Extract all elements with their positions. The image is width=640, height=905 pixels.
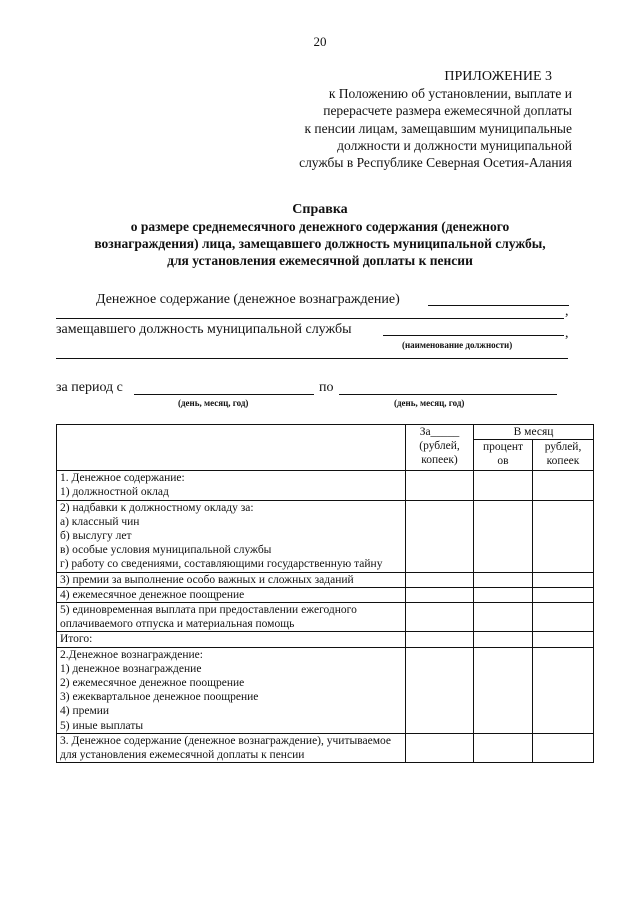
value-cell[interactable] [474, 572, 533, 587]
comma: , [565, 326, 569, 341]
row-text: 1. Денежное содержание: [60, 472, 185, 485]
title-line: вознаграждения) лица, замещавшего должность муниципальной службы, [94, 236, 546, 251]
value-cell[interactable] [406, 500, 474, 572]
value-cell[interactable] [533, 500, 594, 572]
value-cell[interactable] [533, 733, 594, 762]
period-from-label: за период с [56, 380, 123, 395]
row-text: 3) ежеквартальное денежное поощрение [60, 691, 259, 704]
table-row [57, 500, 594, 572]
value-cell[interactable] [533, 647, 594, 733]
table-row [57, 572, 594, 587]
value-cell[interactable] [406, 471, 474, 500]
value-cell[interactable] [474, 587, 533, 602]
row-label: 3) премии за выполнение особо важных и сложных заданий [57, 572, 406, 587]
row-label: 4) ежемесячное денежное поощрение [57, 587, 406, 602]
header-percent: процент ов [474, 440, 533, 471]
table-row [57, 471, 594, 500]
row-text: 2) ежемесячное денежное поощрение [60, 677, 245, 690]
value-cell[interactable] [474, 603, 533, 632]
table-row [57, 647, 594, 733]
title-line: о размере среднемесячного денежного содержания (денежного [130, 219, 510, 234]
value-cell[interactable] [474, 733, 533, 762]
salary-field-continuation[interactable] [56, 318, 564, 319]
value-cell[interactable] [474, 632, 533, 647]
value-cell[interactable] [533, 572, 594, 587]
comma: , [565, 304, 569, 319]
header-za: За_____ [419, 426, 460, 438]
document-title [40, 201, 600, 269]
page-number: 20 [313, 34, 327, 49]
row-text: б) выслугу лет [60, 530, 132, 543]
position-field[interactable] [383, 335, 564, 336]
value-cell[interactable] [406, 733, 474, 762]
appendix-line: должности и должности муниципальной [337, 137, 572, 153]
appendix-line: к Положению об установлении, выплате и [328, 86, 572, 102]
value-cell[interactable] [533, 632, 594, 647]
row-text: 2) надбавки к должностному окладу за: [60, 501, 254, 514]
date-hint-from: (день, месяц, год) [178, 398, 249, 408]
row-text: 2.Денежное вознаграждение: [60, 648, 203, 661]
header-per-month: В месяц [474, 425, 594, 440]
value-cell[interactable] [474, 647, 533, 733]
value-cell[interactable] [474, 500, 533, 572]
value-cell[interactable] [533, 471, 594, 500]
salary-label: Денежное содержание (денежное вознаграждение) [96, 292, 400, 307]
position-field-continuation[interactable] [56, 358, 568, 359]
appendix-block [212, 68, 572, 171]
period-to-field[interactable] [339, 394, 557, 395]
row-label: 5) единовременная выплата при предоставлении ежегодного оплачиваемого отпуска и материальная помощь [57, 603, 406, 632]
position-hint: (наименование должности) [402, 340, 513, 350]
row-label [57, 500, 406, 572]
value-cell[interactable] [406, 572, 474, 587]
row-text: 1) денежное вознаграждение [60, 662, 202, 675]
salary-table [56, 424, 594, 763]
row-text: 5) иные выплаты [60, 719, 144, 732]
position-label: замещавшего должность муниципальной службы [56, 322, 352, 337]
value-cell[interactable] [406, 647, 474, 733]
value-cell[interactable] [474, 471, 533, 500]
header-rub: рублей, копеек [533, 440, 594, 471]
period-to-label: по [319, 380, 334, 395]
row-text: а) классный чин [60, 515, 140, 528]
title-main: Справка [292, 202, 348, 217]
header-za-cell [406, 425, 474, 471]
row-label [57, 471, 406, 500]
header-blank-cell [57, 425, 406, 471]
table-row [57, 632, 594, 647]
appendix-heading: ПРИЛОЖЕНИЕ 3 [444, 69, 552, 84]
row-text: г) работу со сведениями, составляющими государственную тайну [60, 558, 383, 571]
header-za-unit: (рублей, копеек) [419, 440, 460, 467]
date-hint-to: (день, месяц, год) [394, 398, 465, 408]
period-from-field[interactable] [134, 394, 314, 395]
value-cell[interactable] [406, 603, 474, 632]
value-cell[interactable] [406, 632, 474, 647]
value-cell[interactable] [406, 587, 474, 602]
value-cell[interactable] [533, 603, 594, 632]
value-cell[interactable] [533, 587, 594, 602]
salary-field[interactable] [428, 305, 569, 306]
title-line: для установления ежемесячной доплаты к пенсии [167, 253, 473, 268]
row-text: в) особые условия муниципальной службы [60, 544, 272, 557]
row-label [57, 647, 406, 733]
row-text: 1) должностной оклад [60, 486, 169, 499]
appendix-line: перерасчете размера ежемесячной доплаты [323, 103, 572, 119]
table-row [57, 603, 594, 632]
table-row [57, 587, 594, 602]
appendix-line: к пенсии лицам, замещавшим муниципальные [304, 120, 572, 136]
row-label: 3. Денежное содержание (денежное вознаграждение), учитываемое для установления ежемесячной доплаты к пенсии [57, 733, 406, 762]
row-label: Итого: [57, 632, 406, 647]
appendix-line: службы в Республике Северная Осетия-Алания [299, 155, 572, 171]
table-row [57, 733, 594, 762]
row-text: 4) премии [60, 705, 110, 718]
